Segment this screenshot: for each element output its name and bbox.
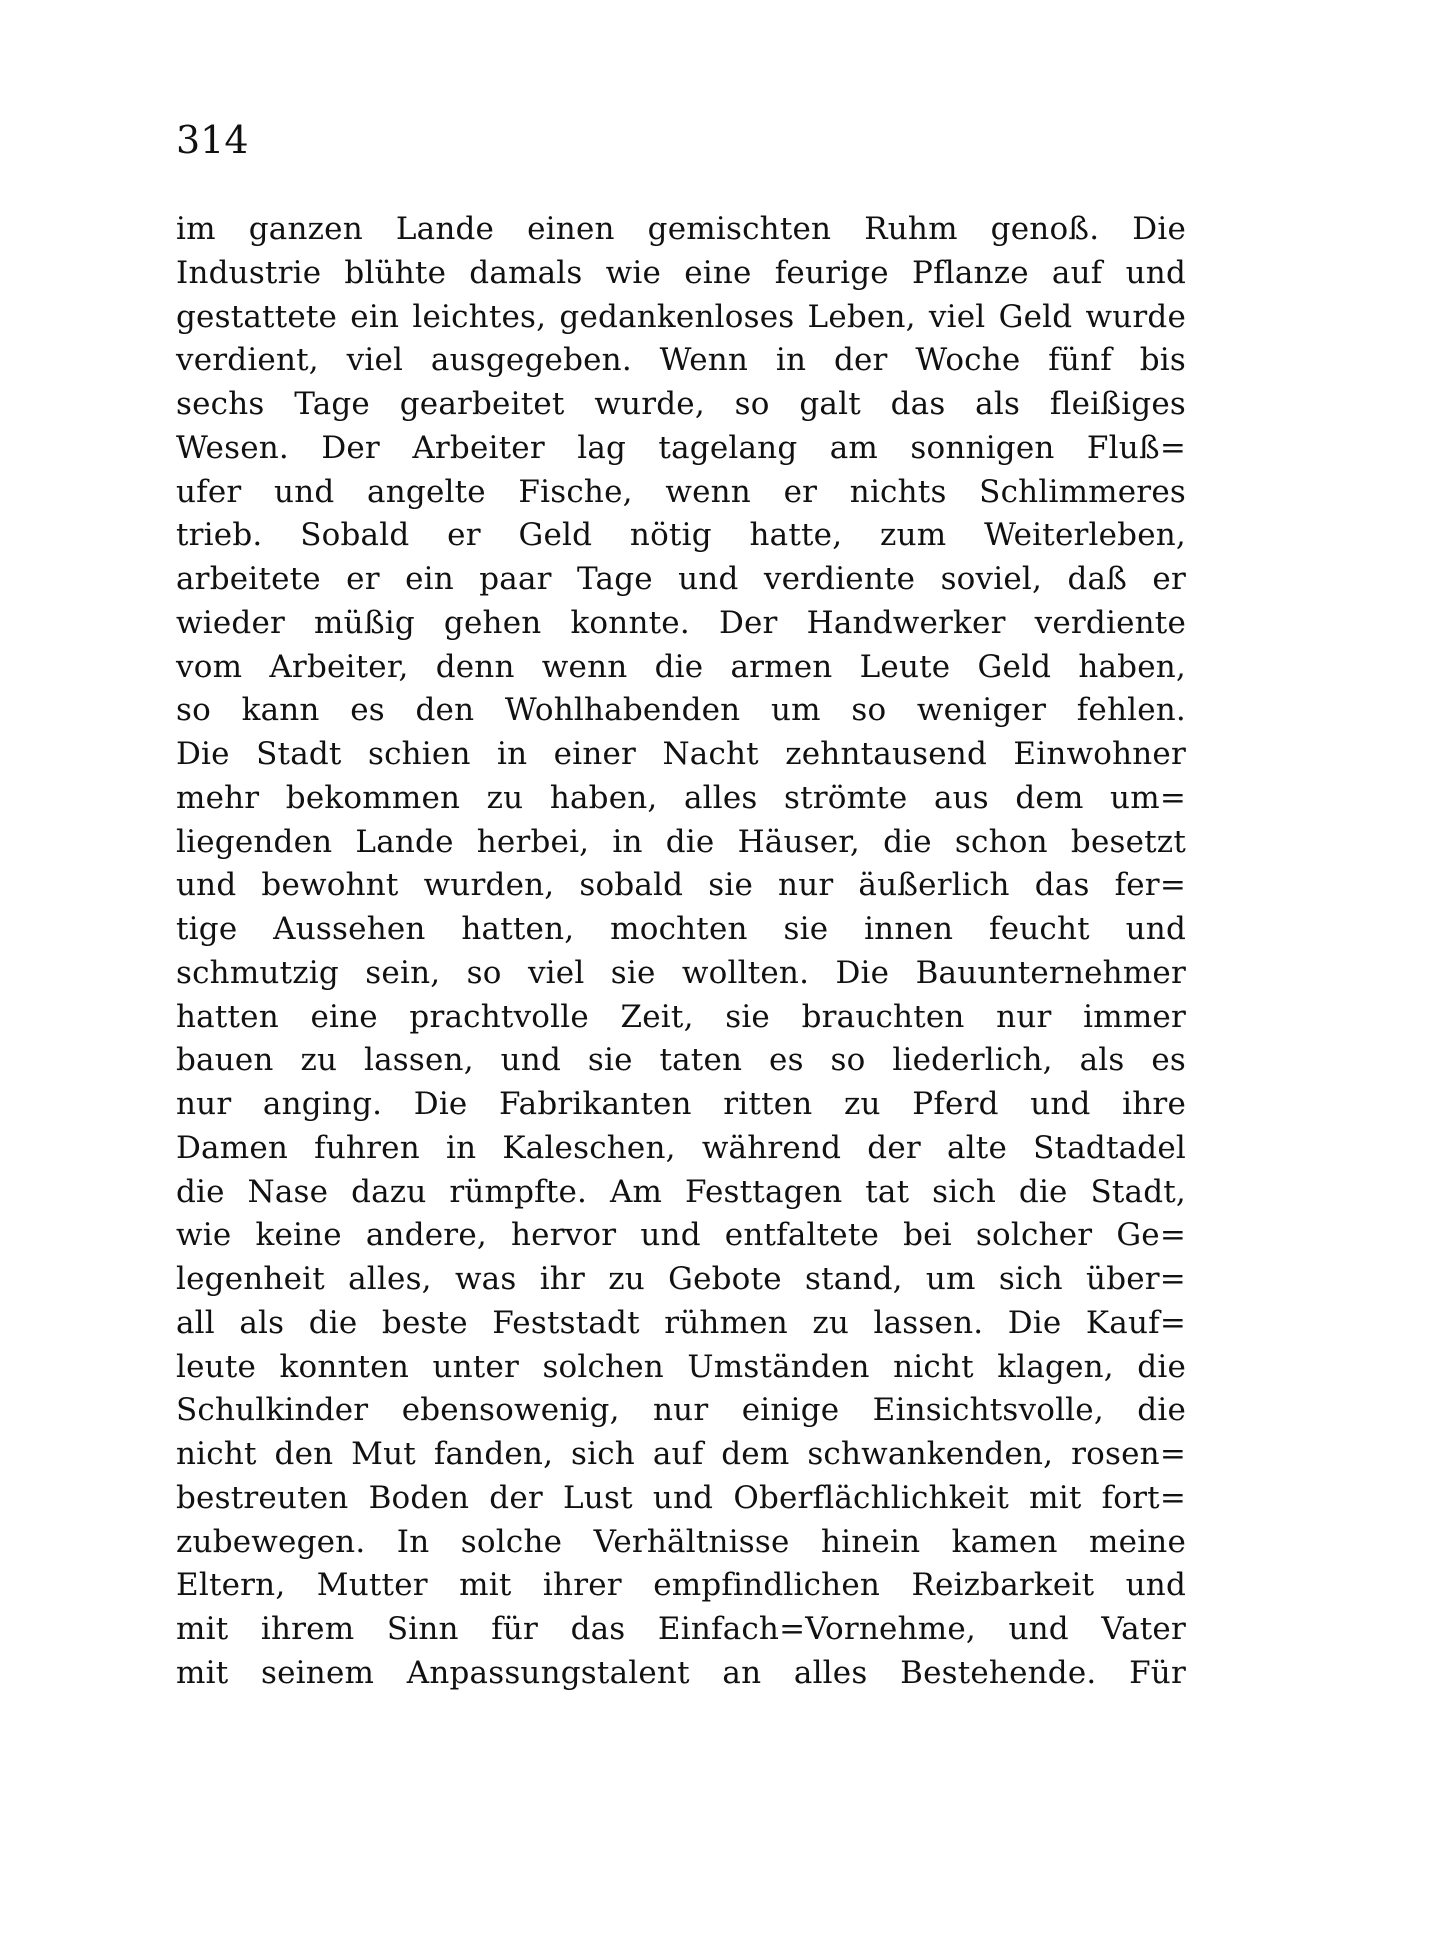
- text-line: schmutzig sein, so viel sie wollten. Die Bauunternehmer: [176, 954, 1186, 991]
- text-line: zubewegen. In solche Verhältnisse hinein kamen meine: [176, 1523, 1186, 1560]
- text-line: Damen fuhren in Kaleschen, während der alte Stadtadel: [176, 1129, 1186, 1166]
- text-line: nur anging. Die Fabrikanten ritten zu Pferd und ihre: [176, 1086, 1186, 1122]
- text-line: mit seinem Anpassungstalent an alles Bestehende. Für: [176, 1654, 1186, 1691]
- text-line: arbeitete er ein paar Tage und verdiente soviel, daß er: [176, 561, 1186, 597]
- text-line: Industrie blühte damals wie eine feurige Pflanze auf und: [176, 254, 1186, 291]
- text-line: liegenden Lande herbei, in die Häuser, die schon besetzt: [176, 823, 1186, 860]
- text-line: wie keine andere, hervor und entfaltete bei solcher Ge=: [176, 1217, 1186, 1254]
- text-line: vom Arbeiter, denn wenn die armen Leute Geld haben,: [176, 648, 1186, 685]
- text-line: Die Stadt schien in einer Nacht zehntausend Einwohner: [176, 736, 1186, 772]
- text-line: Wesen. Der Arbeiter lag tagelang am sonnigen Fluß=: [176, 429, 1186, 466]
- text-line: und bewohnt wurden, sobald sie nur äußerlich das fer=: [176, 867, 1186, 904]
- text-line: ufer und angelte Fische, wenn er nichts Schlimmeres: [176, 473, 1186, 510]
- text-line: so kann es den Wohlhabenden um so weniger fehlen.: [176, 692, 1186, 729]
- text-line: bestreuten Boden der Lust und Oberflächlichkeit mit fort=: [176, 1479, 1186, 1516]
- page-number: 314: [176, 118, 249, 162]
- text-line: tige Aussehen hatten, mochten sie innen feucht und: [176, 911, 1186, 947]
- text-line: Schulkinder ebensowenig, nur einige Einsichtsvolle, die: [176, 1392, 1186, 1429]
- text-line: wieder müßig gehen konnte. Der Handwerker verdiente: [176, 604, 1186, 641]
- text-line: leute konnten unter solchen Umständen nicht klagen, die: [176, 1348, 1186, 1385]
- text-line: verdient, viel ausgegeben. Wenn in der Woche fünf bis: [176, 342, 1186, 379]
- text-line: mit ihrem Sinn für das Einfach=Vornehme, und Vater: [176, 1611, 1186, 1647]
- text-line: mehr bekommen zu haben, alles strömte aus dem um=: [176, 779, 1186, 816]
- text-line: hatten eine prachtvolle Zeit, sie brauchten nur immer: [176, 998, 1186, 1035]
- text-line: Eltern, Mutter mit ihrer empfindlichen Reizbarkeit und: [176, 1567, 1186, 1604]
- text-line: trieb. Sobald er Geld nötig hatte, zum Weiterleben,: [176, 517, 1186, 554]
- text-line: die Nase dazu rümpfte. Am Festtagen tat sich die Stadt,: [176, 1173, 1186, 1210]
- text-line: im ganzen Lande einen gemischten Ruhm genoß. Die: [176, 211, 1186, 247]
- text-line: nicht den Mut fanden, sich auf dem schwankenden, rosen=: [176, 1436, 1186, 1472]
- text-line: legenheit alles, was ihr zu Gebote stand, um sich über=: [176, 1261, 1186, 1297]
- text-line: bauen zu lassen, und sie taten es so liederlich, als es: [176, 1042, 1186, 1079]
- text-line: gestattete ein leichtes, gedankenloses Leben, viel Geld wurde: [176, 298, 1186, 335]
- text-line: all als die beste Feststadt rühmen zu lassen. Die Kauf=: [176, 1304, 1186, 1341]
- text-line: sechs Tage gearbeitet wurde, so galt das als fleißiges: [176, 386, 1186, 422]
- body-text: [176, 208, 1186, 1696]
